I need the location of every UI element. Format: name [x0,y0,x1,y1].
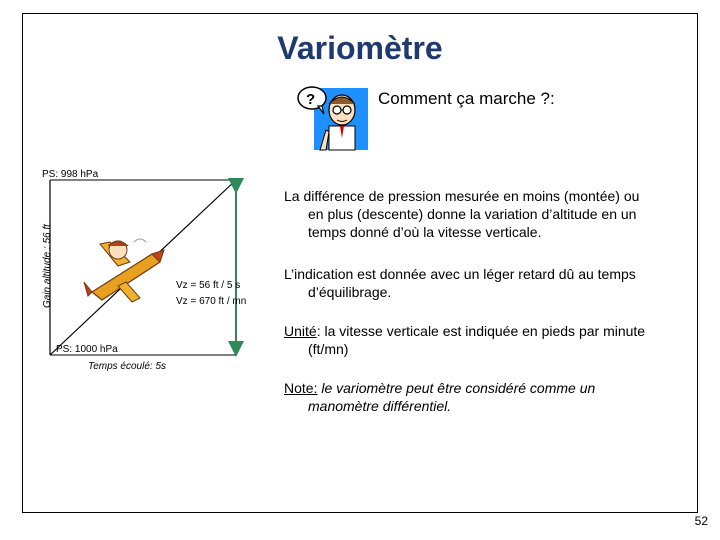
y-axis-label: Gain altitude : 56 ft [42,224,53,308]
para3-line2: (ft/mn) [308,341,349,357]
cartoon-airplane-icon [84,239,164,302]
paragraph-unit [284,322,674,358]
altitude-diagram [22,162,282,387]
para3-line1: : la vitesse verticale est indiquée en pieds par minute [316,323,646,339]
ps-bottom-label: PS: 1000 hPa [56,344,118,355]
paragraph-note [284,379,674,415]
slide-subtitle: Comment ça marche ?: [378,89,555,108]
para1-line1: La différence de pression mesurée en moins (montée) ou [284,188,640,204]
para2-line1: L’indication est donnée avec un léger retard dû au temps [284,266,636,282]
paragraph-delay [284,265,674,301]
question-thinking-man-icon [296,82,374,157]
paragraph-pressure-difference [284,187,674,241]
page-number: 52 [694,514,708,528]
para4-line1: le variomètre peut être considéré comme un [317,380,596,396]
para1-line3: temps donné d’où la vitesse verticale. [308,224,542,240]
svg-text:?: ? [306,91,316,108]
x-axis-label: Temps écoulé: 5s [88,361,167,372]
note-label: Note: [284,380,318,396]
para1-line2: en plus (descente) donne la variation d’altitude en un [308,206,637,222]
vz-per-seconds: Vz = 56 ft / 5 s [176,280,241,291]
para4-line2: manomètre différentiel. [308,398,452,414]
para2-line2: d’équilibrage. [308,284,392,300]
slide-title: Variomètre [277,30,443,66]
ps-top-label: PS: 998 hPa [42,169,99,180]
unit-label: Unité [284,323,317,339]
vz-per-minute: Vz = 670 ft / mn [176,296,247,307]
